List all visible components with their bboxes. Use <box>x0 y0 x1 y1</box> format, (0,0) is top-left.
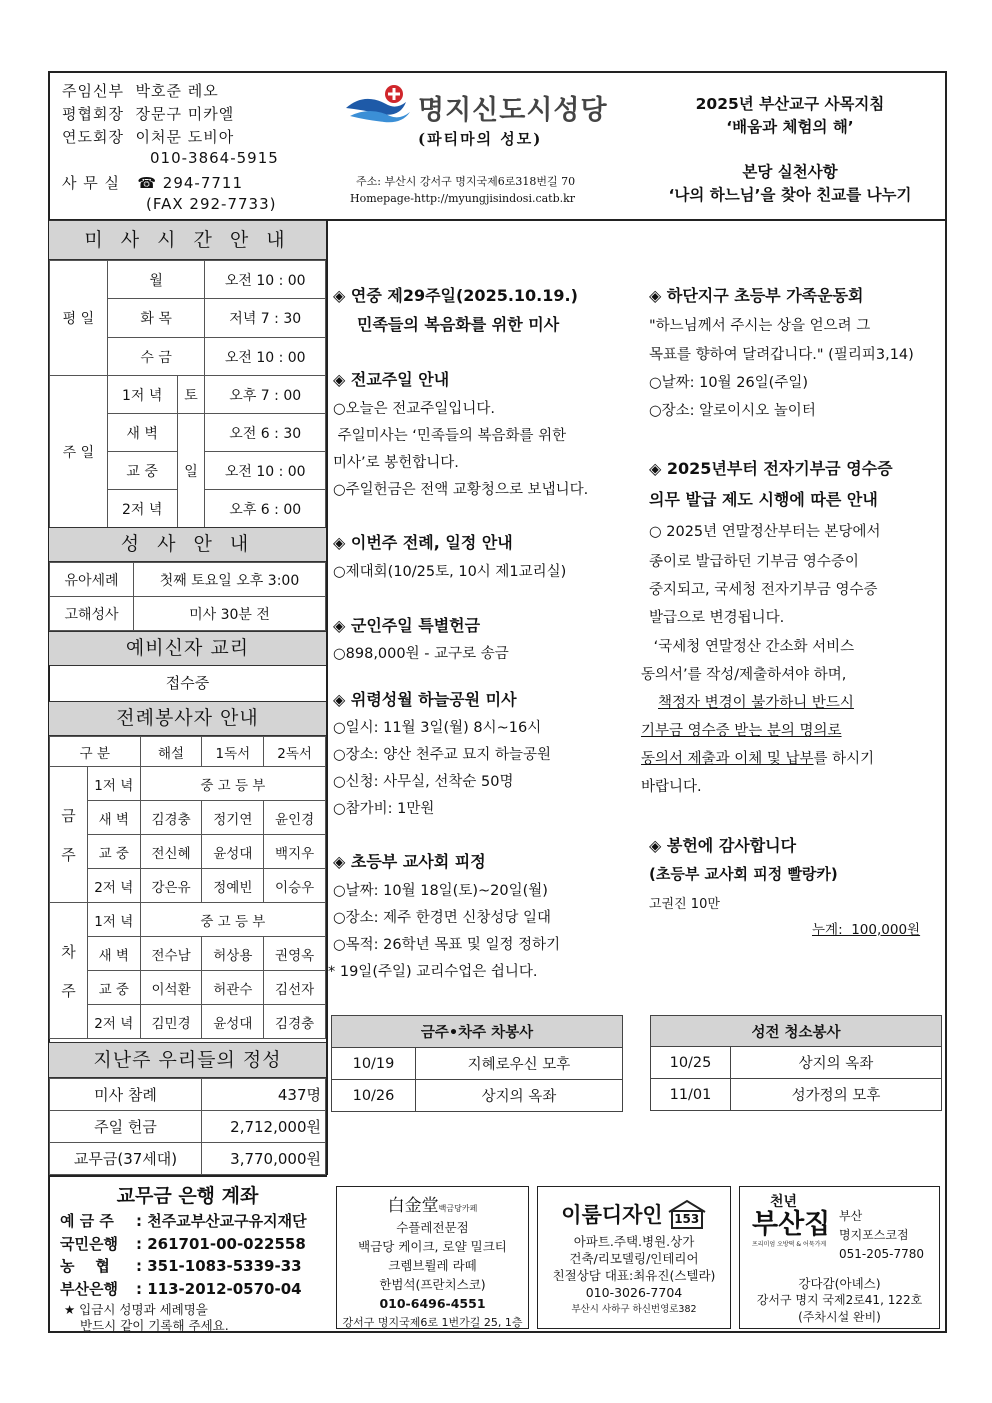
catechumen-title: 예비신자 교리 <box>49 631 326 666</box>
cleaning-title: 성전 청소봉사 <box>651 1016 942 1047</box>
sports-title: ◈ 하단지구 초등부 가족운동회 <box>649 286 864 305</box>
car-service-table <box>331 1015 623 1112</box>
offering-value: 3,770,000원 <box>202 1143 326 1175</box>
ad-busanjip <box>739 1186 940 1329</box>
server-mass: 교 중 <box>87 835 140 869</box>
church-subtitle: (파티마의 성모) <box>418 130 543 148</box>
ad3-brand: 부산집 <box>752 1209 831 1240</box>
news-line: ○장소: 제주 한경면 신창성당 일대 <box>333 910 552 926</box>
ad2-badge: 153 <box>674 1212 700 1226</box>
server-name: 전수남 <box>140 937 202 971</box>
mass-time: 오전 6 : 30 <box>205 414 326 452</box>
news-line: ○제대회(10/25토, 10시 제1교리실) <box>333 564 567 580</box>
cleaning-date: 11/01 <box>651 1079 731 1111</box>
bank-value: : 천주교부산교구유지재단 <box>136 1212 307 1230</box>
server-name: 허관수 <box>202 971 264 1005</box>
church-name: 명지신도시성당 <box>418 95 608 126</box>
server-name: 김선자 <box>264 971 326 1005</box>
receipt-line: ‘국세청 연말정산 간소화 서비스 <box>649 639 855 655</box>
ad3-side: 부산 <box>839 1209 863 1223</box>
ad2-line: 건축/리모델링/인테리어 <box>569 1251 699 1266</box>
staff-name: 장문구 미카엘 <box>135 105 235 123</box>
news-line: * 19일(주일) 교리수업은 쉽니다. <box>328 964 538 980</box>
offering-label: 주일 헌금 <box>50 1111 202 1143</box>
mass-time: 오전 10 : 00 <box>205 452 326 490</box>
server-name: 윤성대 <box>202 1005 264 1039</box>
ad3-owner: 강다감(아녜스) <box>798 1276 881 1291</box>
address: 주소: 부산시 강서구 명지국제6로318번길 70 <box>356 175 576 188</box>
bank-label: 국민은행 <box>60 1234 118 1253</box>
cleaning-date: 10/25 <box>651 1047 731 1079</box>
offering-value: 437명 <box>202 1079 326 1111</box>
ad-baekgeumdang <box>336 1186 529 1329</box>
server-mass: 1저 녁 <box>87 767 140 801</box>
news-title: ◈ 연중 제29주일(2025.10.19.) <box>333 286 578 305</box>
server-group: 중 고 등 부 <box>140 767 325 801</box>
weekday-label: 평 일 <box>50 261 108 376</box>
ad1-brand: 白金堂 <box>387 1196 439 1216</box>
ad1-brand-small: 백금당카페 <box>438 1204 478 1213</box>
ad3-logo <box>752 1191 830 1248</box>
office-fax: (FAX 292-7733) <box>146 195 277 213</box>
server-mass: 새 벽 <box>87 801 140 835</box>
servers-header: 구 분 <box>50 737 141 767</box>
news-line: 주일미사는 ‘민족들의 복음화를 위한 <box>333 428 567 444</box>
news-title: ◈ 이번주 전례, 일정 안내 <box>333 533 513 552</box>
ad1-line: 수플레전문점 <box>396 1220 469 1235</box>
news-line: ○오늘은 전교주일입니다. <box>333 401 495 417</box>
sacrament-value: 미사 30분 전 <box>134 597 326 631</box>
cleaning-name: 상지의 옥좌 <box>731 1047 942 1079</box>
sports-line: 목표를 향하여 달려갑니다." (필리피3,14) <box>649 347 914 363</box>
logo-wave-icon <box>344 84 414 124</box>
server-name: 강은유 <box>140 869 202 903</box>
ad1-phone: 010-6496-4551 <box>379 1296 486 1311</box>
mass-time: 오후 7 : 00 <box>205 376 326 414</box>
bank-label: 부산은행 <box>60 1279 118 1298</box>
news-line: 미사’로 봉헌합니다. <box>333 455 459 471</box>
receipt-underline: 책정자 변경이 불가하니 반드시 <box>658 695 854 711</box>
receipt-underline: 동의서 제출과 이체 및 납부 <box>641 751 814 767</box>
server-mass: 2저 녁 <box>87 1005 140 1039</box>
thanks-total: 누계: 100,000원 <box>812 922 921 938</box>
ad2-brand: 이룸디자인 <box>561 1203 663 1227</box>
mass-day: 월 <box>107 261 205 299</box>
mass-time: 오전 10 : 00 <box>205 338 326 376</box>
server-mass: 교 중 <box>87 971 140 1005</box>
bank-label: 농 협 <box>60 1257 110 1275</box>
ad3-phone: 051-205-7780 <box>839 1247 925 1261</box>
ad1-line: 크렘브륄레 라떼 <box>388 1258 477 1273</box>
ad2-line: 친절상담 대표:최유진(스텔라) <box>552 1268 716 1283</box>
mass-name: 2저 녁 <box>107 490 177 528</box>
receipt-line: 중지되고, 국세청 전자기부금 영수증 <box>649 582 878 598</box>
sunday-label: 주 일 <box>50 376 108 528</box>
staff-name: 이처문 도비아 <box>135 128 235 146</box>
server-name: 전신혜 <box>140 835 202 869</box>
mass-time: 저녁 7 : 30 <box>205 299 326 338</box>
church-logo <box>344 84 414 128</box>
sun-label: 일 <box>177 414 205 528</box>
ad2-line: 010-3026-7704 <box>585 1285 683 1300</box>
news-line: ○신청: 사무실, 선착순 50명 <box>333 774 514 790</box>
mobile-phone: 010-3864-5915 <box>150 149 279 167</box>
ad3-address: (주차시설 완비) <box>798 1310 881 1324</box>
car-date: 10/19 <box>332 1048 416 1080</box>
news-title: 민족들의 복음화를 위한 미사 <box>357 315 560 334</box>
server-name: 권영옥 <box>264 937 326 971</box>
house-icon <box>667 1199 707 1229</box>
sacrament-value: 첫째 토요일 오후 3:00 <box>134 563 326 597</box>
offering-title: 지난주 우리들의 정성 <box>49 1042 326 1078</box>
car-service-title: 금주•차주 차봉사 <box>332 1016 623 1048</box>
receipt-underline: 기부금 영수증 받는 분의 명의로 <box>641 723 842 739</box>
server-name: 허상용 <box>202 937 264 971</box>
offering-label: 미사 참례 <box>50 1079 202 1111</box>
thanks-sub: (초등부 교사회 피정 빨랑카) <box>649 865 838 883</box>
servers-header: 1독서 <box>202 737 264 767</box>
news-title: ◈ 초등부 교사회 피정 <box>333 852 486 871</box>
receipt-tail: 를 하시기 <box>813 751 875 767</box>
server-name: 김경충 <box>264 1005 326 1039</box>
news-title: ◈ 전교주일 안내 <box>333 370 450 389</box>
news-line: ○목적: 26학년 목표 및 일정 정하기 <box>333 937 561 953</box>
news-line: ○일시: 11월 3일(월) 8시~16시 <box>333 720 542 736</box>
sacrament-table <box>49 562 326 631</box>
news-line: ○장소: 양산 천주교 묘지 하늘공원 <box>333 747 552 763</box>
ad3-brand-top: 천년 <box>770 1194 798 1210</box>
bank-value: : 261701-00-022558 <box>136 1234 306 1253</box>
receipt-line: 종이로 발급하던 기부금 영수증이 <box>649 554 859 570</box>
staff-name: 박호준 레오 <box>135 82 219 100</box>
servers-header: 2독서 <box>264 737 326 767</box>
mass-day: 수 금 <box>107 338 205 376</box>
sat-label: 토 <box>177 376 205 414</box>
sacrament-title: 성 사 안 내 <box>49 527 326 562</box>
servers-header: 해설 <box>140 737 202 767</box>
news-line: ○날짜: 10월 18일(토)~20일(월) <box>333 883 548 899</box>
news-line: ○주일헌금은 전액 교황청으로 보냅니다. <box>333 482 589 498</box>
cleaning-name: 성가정의 모후 <box>731 1079 942 1111</box>
receipt-line: 바랍니다. <box>641 779 702 795</box>
server-name: 윤인경 <box>264 801 326 835</box>
diocese-line1: 2025년 부산교구 사목지침 <box>695 95 885 113</box>
office-label: 사 무 실 <box>62 174 121 192</box>
receipt-line: ○ 2025년 연말정산부터는 본당에서 <box>649 524 881 540</box>
news-line: ○참가비: 1만원 <box>333 801 435 817</box>
bank-divider <box>48 1175 327 1177</box>
server-name: 정예빈 <box>202 869 264 903</box>
mass-day: 화 목 <box>107 299 205 338</box>
receipt-title: ◈ 2025년부터 전자기부금 영수증 <box>649 459 893 478</box>
bank-accounts <box>60 1210 307 1300</box>
bank-label: 예 금 주 <box>60 1212 114 1230</box>
column-divider <box>326 220 328 1175</box>
practice-line2: ‘나의 하느님’을 찾아 친교를 나누기 <box>668 186 912 204</box>
next-week-label: 차 주 <box>50 903 88 1039</box>
staff-role: 주임신부 <box>62 82 124 100</box>
mass-time: 오전 10 : 00 <box>205 261 326 299</box>
ad1-line: 한범석(프란치스코) <box>379 1277 486 1292</box>
news-title: ◈ 위령성월 하늘공원 미사 <box>333 690 517 709</box>
ad3-address: 강서구 명지 국제2로41, 122호 <box>756 1293 923 1307</box>
receipt-line: 발급으로 변경됩니다. <box>649 610 785 626</box>
server-mass: 새 벽 <box>87 937 140 971</box>
staff-role: 연도회장 <box>62 128 124 146</box>
news-line: ○898,000원 - 교구로 송금 <box>333 646 509 662</box>
mass-name: 새 벽 <box>107 414 177 452</box>
ad3-brand-small: 프리미엄 오방떡 & 어묵가게 <box>752 1241 827 1248</box>
receipt-title: 의무 발급 제도 시행에 따른 안내 <box>649 490 878 509</box>
car-name: 지혜로우신 모후 <box>416 1048 623 1080</box>
sports-line: "하느님께서 주시는 상을 얻으려 그 <box>649 318 871 334</box>
mass-table <box>49 260 326 528</box>
servers-title: 전례봉사자 안내 <box>49 701 326 736</box>
thanks-title: ◈ 봉헌에 감사합니다 <box>649 836 797 855</box>
car-date: 10/26 <box>332 1080 416 1112</box>
mass-name: 1저 녁 <box>107 376 177 414</box>
server-name: 김민경 <box>140 1005 202 1039</box>
mass-name: 교 중 <box>107 452 177 490</box>
news-title: ◈ 군인주일 특별헌금 <box>333 616 481 635</box>
homepage-link[interactable]: Homepage-http://myungjisindosi.catb.kr <box>350 192 576 205</box>
cleaning-table <box>650 1015 942 1111</box>
bank-value: : 113-2012-0570-04 <box>136 1279 302 1298</box>
servers-table <box>49 736 326 1039</box>
offering-label: 교무금(37세대) <box>50 1143 202 1175</box>
receipt-line: 동의서’를 작성/제출하셔야 하며, <box>641 667 847 683</box>
server-name: 김경충 <box>140 801 202 835</box>
mass-title: 미 사 시 간 안 내 <box>49 220 326 260</box>
server-name: 이승우 <box>264 869 326 903</box>
sports-line: ○장소: 알로이시오 놀이터 <box>649 403 816 419</box>
bank-value: : 351-1083-5339-33 <box>136 1257 302 1275</box>
server-name: 정기연 <box>202 801 264 835</box>
car-name: 상지의 옥좌 <box>416 1080 623 1112</box>
sports-line: ○날짜: 10월 26일(주일) <box>649 375 809 391</box>
mass-time: 오후 6 : 00 <box>205 490 326 528</box>
ad1-line: 백금당 케이크, 로얄 밀크티 <box>358 1239 507 1254</box>
ad-irum-design <box>537 1186 731 1329</box>
server-group: 중 고 등 부 <box>140 903 325 937</box>
sacrament-label: 유아세례 <box>50 563 134 597</box>
server-name: 백지우 <box>264 835 326 869</box>
this-week-label: 금 주 <box>50 767 88 903</box>
offering-table <box>49 1078 326 1175</box>
server-mass: 2저 녁 <box>87 869 140 903</box>
thanks-donor: 고권진 10만 <box>649 897 720 912</box>
ad3-side: 명지포스코점 <box>839 1228 909 1242</box>
diocese-line2: ‘배움과 체험의 해’ <box>726 118 854 136</box>
practice-line1: 본당 실천사항 <box>742 163 838 181</box>
staff-role: 평협회장 <box>62 105 124 123</box>
server-mass: 1저 녁 <box>87 903 140 937</box>
offering-value: 2,712,000원 <box>202 1111 326 1143</box>
server-name: 윤성대 <box>202 835 264 869</box>
bank-note-2: 반드시 같이 기록해 주세요. <box>80 1318 229 1333</box>
server-name: 이석환 <box>140 971 202 1005</box>
catechumen-status: 접수중 <box>165 674 210 692</box>
office-phone: ☎ 294-7711 <box>137 174 243 192</box>
bank-title: 교무금 은행 계좌 <box>116 1185 259 1207</box>
ad2-line: 아파트.주택.병원.상가 <box>573 1234 695 1249</box>
bank-note-1: ★ 입금시 성명과 세례명을 <box>64 1302 208 1317</box>
sacrament-label: 고해성사 <box>50 597 134 631</box>
ad1-address: 강서구 명지국제6로 1번가길 25, 1층 <box>342 1316 523 1329</box>
ad2-address: 부산시 사하구 하신번영로382 <box>571 1304 697 1315</box>
